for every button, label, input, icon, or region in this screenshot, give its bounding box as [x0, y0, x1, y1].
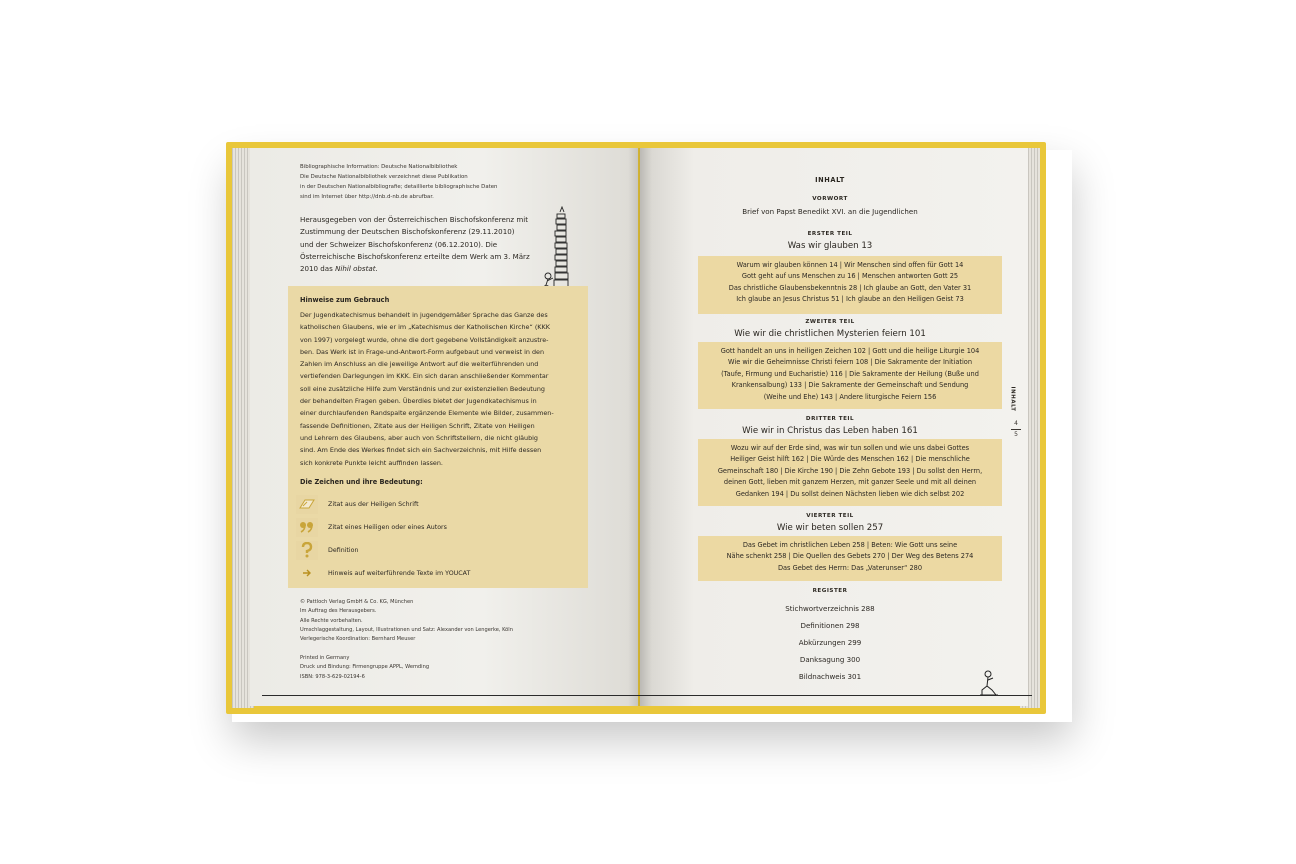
toc-heading: INHALT: [815, 176, 845, 184]
part-line: Das Gebet im christlichen Leben 258 | Beten: Wie Gott uns seine: [742, 541, 958, 549]
ground-line: [262, 695, 1032, 697]
part-line: Gott handelt an uns in heiligen Zeichen 102 | Gott und die heilige Liturgie 104: [720, 347, 980, 355]
part-line: Wie wir die Geheimnisse Christi feiern 108 | Die Sakramente der Initiation: [727, 358, 972, 367]
part-line: Wozu wir auf der Erde sind, was wir tun sollen und wie uns dabei Gottes: [730, 444, 970, 452]
register-item: Stichwortverzeichnis 288: [785, 604, 875, 613]
hint-line: Zahlen im Anschluss an die jeweilige Antwort auf die weiterführenden und: [300, 360, 539, 369]
intro-line: Österreichische Bischofskonferenz erteilte dem Werk am 3. März: [300, 251, 530, 261]
usage-hints-box: [288, 286, 588, 588]
left-page: [250, 148, 638, 706]
register-item: Danksagung 300: [799, 655, 861, 664]
register-item: Bildnachweis 301: [798, 672, 862, 681]
hint-line: sich konkrete Punkte leicht auffinden lassen.: [300, 458, 443, 467]
hint-text: [300, 309, 578, 469]
imprint-line: Im Auftrag des Herausgebers.: [300, 608, 377, 615]
register-item: Abkürzungen 299: [798, 638, 862, 647]
sign-row: [296, 540, 359, 560]
hint-line: fassende Definitionen, Zitate aus der Heiligen Schrift, Zitate von Heiligen: [300, 421, 535, 430]
sign-row: [296, 494, 419, 514]
intro-last-suffix: .: [375, 264, 378, 274]
part-line: Gott geht auf uns Menschen zu 16 | Menschen antworten Gott 25: [741, 272, 959, 281]
hint-line: sind. Am Ende des Werkes findet sich ein Sachverzeichnis, mit Hilfe dessen: [300, 446, 542, 455]
part-line: Gedanken 194 | Du sollst deinen Nächsten lieben wie dich selbst 202: [735, 489, 965, 498]
intro-line: [300, 263, 552, 275]
part-line: deinen Gott, lieben mit ganzem Herzen, mit ganzer Seele und mit all deinen: [723, 478, 977, 487]
sign-row: [296, 517, 447, 537]
part-title: Wie wir in Christus das Leben haben 161: [742, 426, 918, 436]
part-line: Nähe schenkt 258 | Die Quellen des Gebets 270 | Der Weg des Betens 274: [726, 552, 974, 561]
hint-line: vertiefenden Darlegungen im KKK. Ein sich daran anschließender Kommentar: [300, 372, 549, 381]
publisher-intro: [300, 214, 552, 275]
register-label: REGISTER: [812, 588, 848, 594]
bibliographic-info: [300, 162, 570, 202]
sign-label: Hinweis auf weiterführende Texte im YOUCAT: [328, 569, 471, 577]
hint-line: von 1997) vorgelegt wurde, ohne die dort gegebene Vollständigkeit anzustre-: [300, 335, 549, 344]
hint-line: und Lehrern des Glaubens, aber auch von Schriftstellern, die nicht gläubig: [300, 433, 538, 442]
book-quote-icon: [296, 495, 318, 514]
biblio-line: in der Deutschen Nationalbibliografie; detaillierte bibliographische Daten: [300, 184, 498, 190]
book-stack-illustration: [540, 206, 582, 292]
part-title: Wie wir die christlichen Mysterien feiern 101: [734, 329, 926, 339]
hint-line: katholischen Glaubens, wie er im „Katechismus der Katholischen Kirche“ (KKK: [300, 323, 550, 332]
part-label: ERSTER TEIL: [807, 231, 853, 237]
hint-line: ben. Das Werk ist in Frage-und-Antwort-Form aufgebaut und verweist in den: [300, 347, 545, 356]
praying-figure-illustration: [978, 668, 1000, 698]
right-page: [640, 148, 1028, 706]
part-line: Gemeinschaft 180 | Die Kirche 190 | Die Zehn Gebote 193 | Du sollst den Herrn,: [717, 466, 983, 475]
printed-line: ISBN: 978-3-629-02194-6: [300, 673, 365, 680]
hint-line: soll eine zusätzliche Hilfe zum Verständnis und zur existenziellen Bedeutung: [300, 384, 545, 393]
hint-line: der behandelten Fragen geben. Überdies bietet der Jugendkatechismus in: [300, 397, 537, 406]
part-line: Krankensalbung) 133 | Die Sakramente der Gemeinschaft und Sendung: [731, 381, 969, 390]
part-box: [698, 439, 1002, 506]
biblio-line: sind im Internet über http://dnb.d-nb.de abrufbar.: [300, 194, 434, 200]
part-line: (Weihe und Ehe) 143 | Andere liturgische Feiern 156: [763, 392, 937, 401]
sign-row: [296, 563, 470, 583]
side-tab-label: INHALT: [1009, 386, 1016, 412]
part-line: Heiliger Geist hilft 162 | Die Würde des Menschen 162 | Die menschliche: [730, 455, 970, 464]
intro-last-prefix: 2010 das: [300, 264, 336, 274]
sign-label: Definition: [328, 546, 359, 554]
part-label: VIERTER TEIL: [806, 513, 854, 519]
imprint: [300, 598, 600, 644]
page-number-left: 4: [1014, 420, 1018, 427]
nihil-obstat: Nihil obstat: [335, 264, 376, 274]
signs-title: Die Zeichen und ihre Bedeutung:: [300, 478, 423, 486]
question-mark-icon: [296, 541, 318, 560]
quote-marks-icon: [296, 518, 318, 537]
hint-line: Der Jugendkatechismus behandelt in jugendgemäßer Sprache das Ganze des: [300, 311, 548, 319]
part-box: [698, 536, 1002, 581]
part-label: ZWEITER TEIL: [805, 319, 855, 325]
imprint-line: Alle Rechte vorbehalten.: [300, 617, 363, 624]
part-line: Ich glaube an Jesus Christus 51 | Ich glaube an den Heiligen Geist 73: [736, 295, 964, 304]
imprint-line: Umschlaggestaltung, Layout, Illustrationen und Satz: Alexander von Lengerke, Köln: [300, 626, 513, 633]
sign-label: Zitat aus der Heiligen Schrift: [328, 500, 419, 508]
vorwort-label: VORWORT: [812, 196, 848, 202]
part-box: [698, 342, 1002, 409]
printed-line: Druck und Bindung: Firmengruppe APPL, Wemding: [300, 664, 430, 671]
arrow-right-icon: [296, 564, 318, 583]
register-item: Definitionen 298: [800, 621, 860, 630]
hint-line: einer durchlaufenden Randspalte ergänzende Elemente wie Bilder, zusammen-: [300, 409, 554, 418]
part-line: Das Gebet des Herrn: Das „Vaterunser“ 280: [777, 563, 923, 572]
book-gutter: [628, 148, 652, 706]
part-line: Das christliche Glaubensbekenntnis 28 | Ich glaube an Gott, den Vater 31: [728, 283, 972, 292]
imprint-line: Verlegerische Koordination: Bernhard Meuser: [300, 636, 416, 643]
biblio-line: Bibliographische Information: Deutsche Nationalbibliothek: [300, 164, 458, 170]
intro-line: Herausgegeben von der Österreichischen Bischofskonferenz mit: [300, 215, 528, 224]
side-tab: [1006, 386, 1026, 416]
part-title: Was wir glauben 13: [787, 241, 873, 251]
printing-info: [300, 654, 600, 682]
imprint-line: © Pattloch Verlag GmbH & Co. KG, München: [300, 599, 414, 605]
part-title: Wie wir beten sollen 257: [776, 523, 884, 533]
vorwort-line: Brief von Papst Benedikt XVI. an die Jugendlichen: [742, 207, 918, 216]
part-box: [698, 256, 1002, 314]
page-number-right: 5: [1014, 431, 1018, 438]
sign-label: Zitat eines Heiligen oder eines Autors: [328, 523, 447, 531]
intro-line: und der Schweizer Bischofskonferenz (06.12.2010). Die: [300, 239, 498, 249]
part-line: (Taufe, Firmung und Eucharistie) 116 | Die Sakramente der Heilung (Buße und: [721, 369, 979, 378]
printed-line: Printed in Germany: [300, 655, 350, 661]
intro-line: Zustimmung der Deutschen Bischofskonferenz (29.11.2010): [300, 227, 515, 237]
biblio-line: Die Deutsche Nationalbibliothek verzeichnet diese Publikation: [300, 174, 468, 180]
part-label: DRITTER TEIL: [805, 416, 855, 422]
hint-title: Hinweise zum Gebrauch: [300, 296, 390, 304]
page-number-divider: [1011, 429, 1021, 430]
part-line: Warum wir glauben können 14 | Wir Menschen sind offen für Gott 14: [736, 261, 964, 269]
